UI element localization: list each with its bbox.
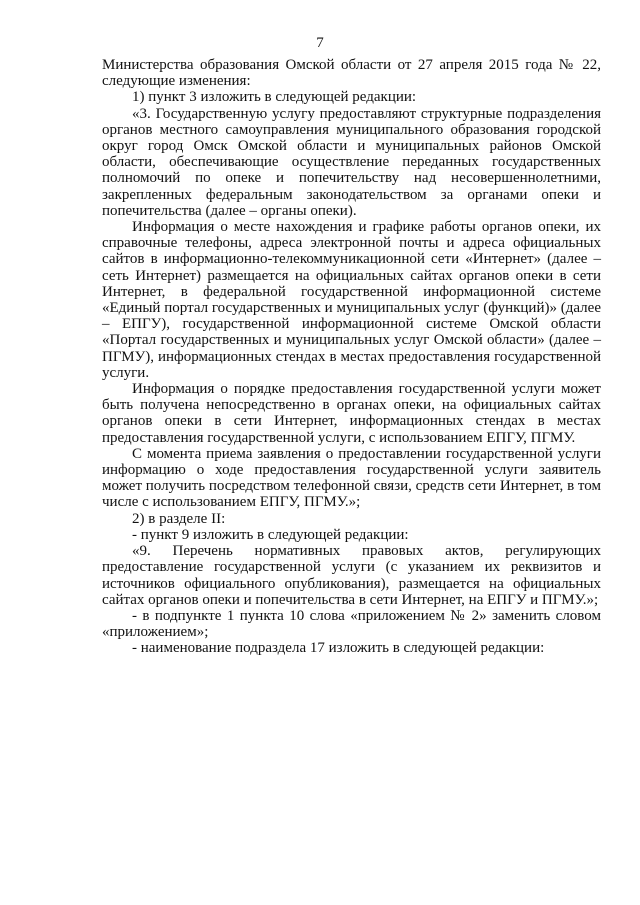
document-body	[102, 57, 601, 657]
page-number: 7	[316, 35, 324, 51]
list-item-clause-10-edit: - в подпункте 1 пункта 10 слова «приложением № 2» заменить словом «приложением»;	[102, 607, 601, 641]
list-item-point-2: 2) в разделе II:	[132, 510, 226, 527]
paragraph-location-info: Информация о месте нахождения и графике работы органов опеки, их справочные телефоны, адреса электронной почты и адреса официальных сайтов в информационно-телекоммуникационной сети «Интернет» (далее – сеть Интернет) размещается на официальных сайтах органов опеки в сети Интернет, в федеральной государственной информационной системе «Единый портал государственных и муниципальных услуг (функций)» (далее – ЕПГУ), государственной информационной системе Омской области «Портал государственных и муниципальных услуг Омской области» (далее – ПГМУ), информационных стендах в местах предоставления государственной услуги.	[102, 219, 601, 381]
list-item-point-1: 1) пункт 3 изложить в следующей редакции:	[132, 89, 417, 106]
paragraph-clause-3: «3. Государственную услугу предоставляют структурные подразделения органов местного самоуправления муниципального образования городской округ город Омск Омской области и муниципальных районов Омской области, обеспечивающие осуществление переданных государственных полномочий по опеке и попечительству над несовершеннолетними, закрепленных федеральным законодательством за органами опеки и попечительства (далее – органы опеки).	[102, 105, 601, 219]
list-item-clause-9-edit: - пункт 9 изложить в следующей редакции:	[132, 526, 409, 543]
paragraph-clause-9: «9. Перечень нормативных правовых актов, регулирующих предоставление государственной услуги (с указанием их реквизитов и источников официального опубликования), размещается на официальных сайтах органов опеки и попечительства в сети Интернет, на ЕПГУ и ПГМУ.»;	[102, 543, 601, 608]
paragraph-progress-info: С момента приема заявления о предоставлении государственной услуги информацию о ходе предоставления государственной услуги заявитель может получить посредством телефонной связи, средств сети Интернет, в том числе с использованием ЕПГУ, ПГМУ.»;	[102, 445, 601, 511]
list-item-subsection-17-edit: - наименование подраздела 17 изложить в следующей редакции:	[132, 640, 545, 657]
paragraph-procedure-info: Информация о порядке предоставления государственной услуги может быть получена непосредственно в органах опеки, на официальных сайтах органов опеки в сети Интернет, информационных стендах в местах предоставления государственной услуги, с использованием ЕПГУ, ПГМУ.	[102, 381, 601, 446]
paragraph-intro: Министерства образования Омской области от 27 апреля 2015 года № 22, следующие изменения:	[102, 57, 601, 90]
